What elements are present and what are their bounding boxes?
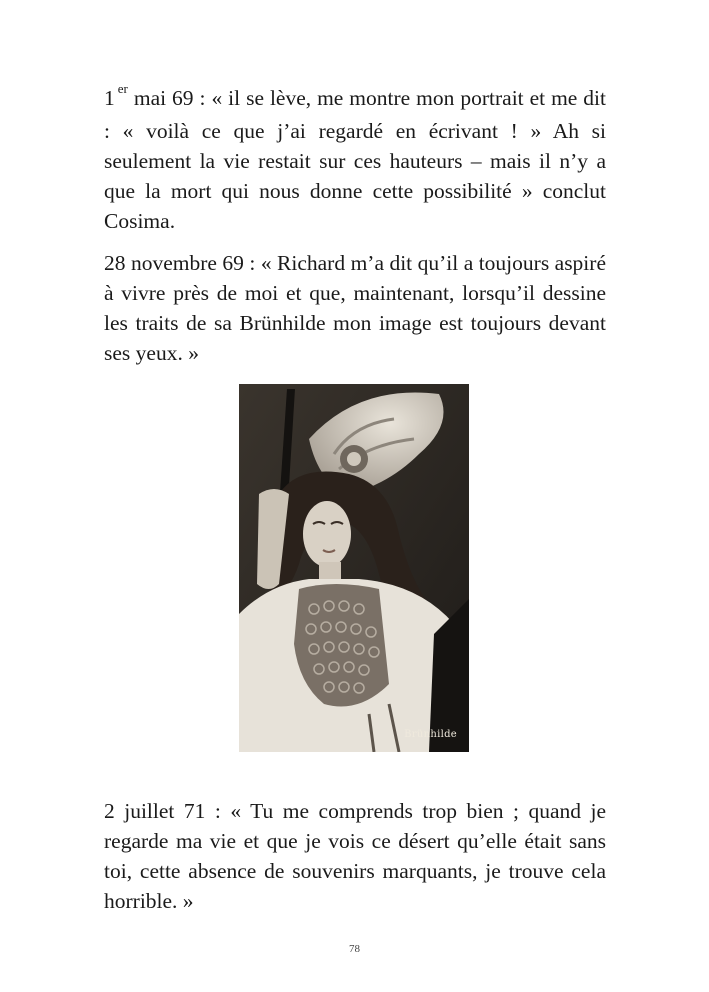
portrait-illustration xyxy=(239,384,469,752)
paragraph-text: mai 69 : « il se lève, me montre mon portrait et me dit : « voilà ce que j’ai regardé en écrivant ! » Ah si seulement la vie restait sur ces hauteurs – mais il n’y a que la mort qui nous donne cette possibilité » conclut Cosima. xyxy=(104,86,606,233)
paragraph-may-1869 xyxy=(104,83,606,236)
paragraph-text: 28 novembre 69 : « Richard m’a dit qu’il a toujours aspiré à vivre près de moi et que, maintenant, lorsqu’il dessine les traits de sa Brünhilde mon image est toujours devant ses yeux. » xyxy=(104,251,606,365)
date-ordinal-superscript: er xyxy=(117,81,128,96)
face xyxy=(303,501,351,567)
paragraph-july-1871 xyxy=(104,796,606,916)
page-number: 78 xyxy=(349,943,360,955)
photo-caption: Brünhilde xyxy=(404,729,457,740)
paragraph-november-1869 xyxy=(104,248,606,368)
date-day-number: 1 xyxy=(104,86,115,110)
paragraph-text: 2 juillet 71 : « Tu me comprends trop bien ; quand je regarde ma vie et que je vois ce désert qu’elle était sans toi, cette absence de souvenirs marquants, je trouve cela horrible. » xyxy=(104,799,606,913)
brunhilde-photograph xyxy=(239,384,469,752)
